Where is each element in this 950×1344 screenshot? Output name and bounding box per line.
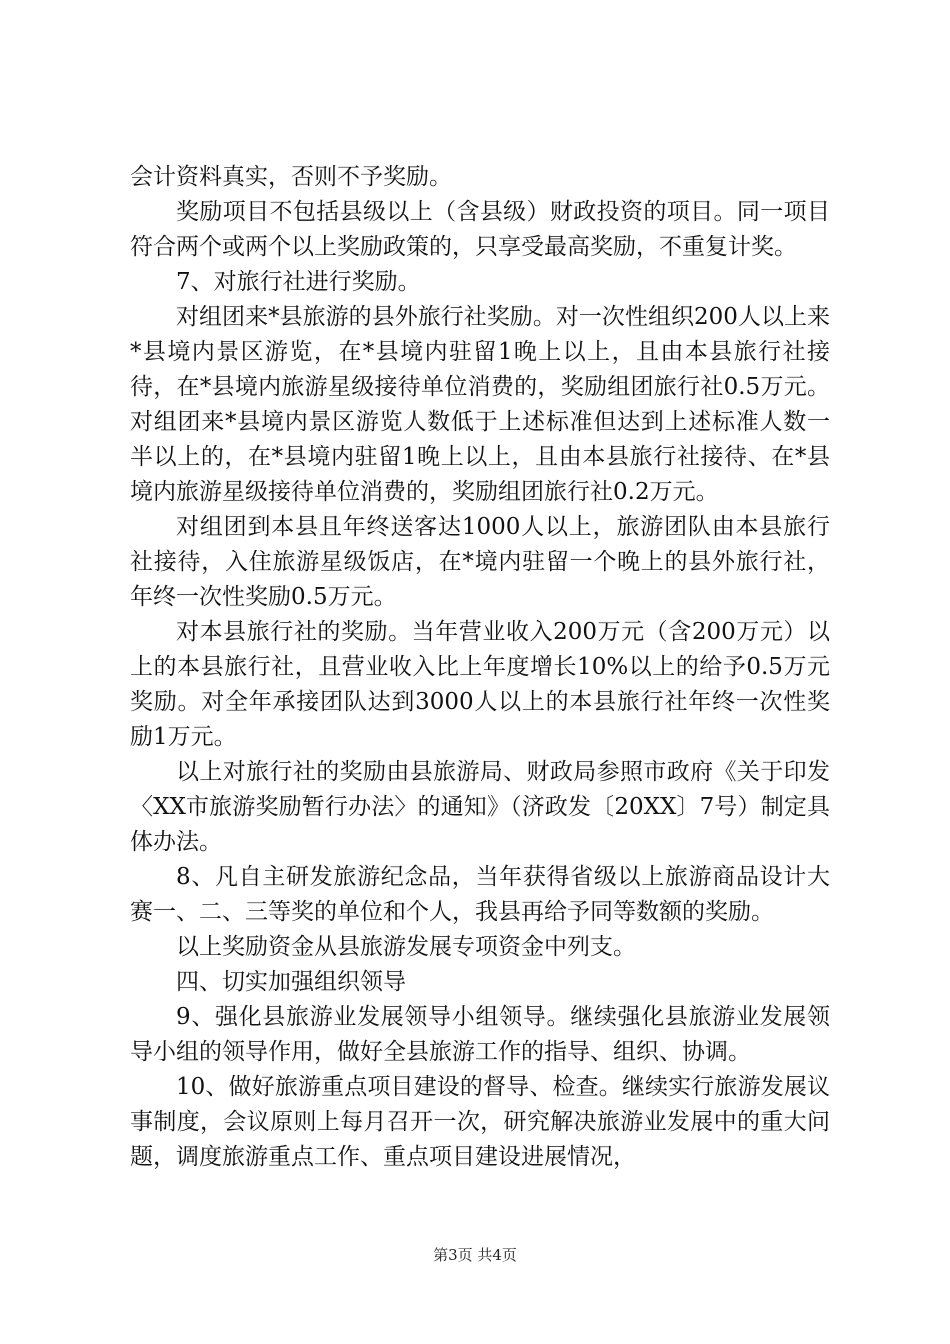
paragraph-7: 以上对旅行社的奖励由县旅游局、财政局参照市政府《关于印发〈XX市旅游奖励暂行办法〉的通知》（济政发〔20XX〕7号）制定具体办法。 (130, 759, 830, 855)
paragraph-9: 以上奖励资金从县旅游发展专项资金中列支。 (176, 934, 636, 960)
paragraph-3: 7、对旅行社进行奖励。 (176, 269, 421, 295)
document-body (130, 160, 830, 1175)
paragraph-10: 9、强化县旅游业发展领导小组领导。继续强化县旅游业发展领导小组的领导作用，做好全县旅游工作的指导、组织、协调。 (130, 1004, 830, 1065)
paragraph-2: 奖励项目不包括县级以上（含县级）财政投资的项目。同一项目符合两个或两个以上奖励政策的，只享受最高奖励，不重复计奖。 (130, 199, 830, 260)
paragraph-6: 对本县旅行社的奖励。当年营业收入200万元（含200万元）以上的本县旅行社，且营业收入比上年度增长10%以上的给予0.5万元奖励。对全年承接团队达到3000人以上的本县旅行社年终一次性奖励1万元。 (130, 619, 830, 750)
page-number-footer: 第3页 共4页 (433, 1246, 517, 1264)
paragraph-8: 8、凡自主研发旅游纪念品，当年获得省级以上旅游商品设计大赛一、二、三等奖的单位和个人，我县再给予同等数额的奖励。 (130, 864, 830, 925)
section-heading: 四、切实加强组织领导 (176, 969, 406, 995)
paragraph-5: 对组团到本县且年终送客达1000人以上，旅游团队由本县旅行社接待，入住旅游星级饭店，在*境内驻留一个晚上的县外旅行社，年终一次性奖励0.5万元。 (130, 514, 830, 610)
paragraph-4: 对组团来*县旅游的县外旅行社奖励。对一次性组织200人以上来*县境内景区游览，在*县境内驻留1晚上以上，且由本县旅行社接待，在*县境内旅游星级接待单位消费的，奖励组团旅行社0.5万元。对组团来*县境内景区游览人数低于上述标准但达到上述标准人数一半以上的，在*县境内驻留1晚上以上，且由本县旅行社接待、在*县境内旅游星级接待单位消费的，奖励组团旅行社0.2万元。 (130, 304, 830, 505)
paragraph-11: 10、做好旅游重点项目建设的督导、检查。继续实行旅游发展议事制度，会议原则上每月召开一次，研究解决旅游业发展中的重大问题，调度旅游重点工作、重点项目建设进展情况， (130, 1074, 830, 1170)
paragraph-1: 会计资料真实，否则不予奖励。 (130, 164, 452, 190)
